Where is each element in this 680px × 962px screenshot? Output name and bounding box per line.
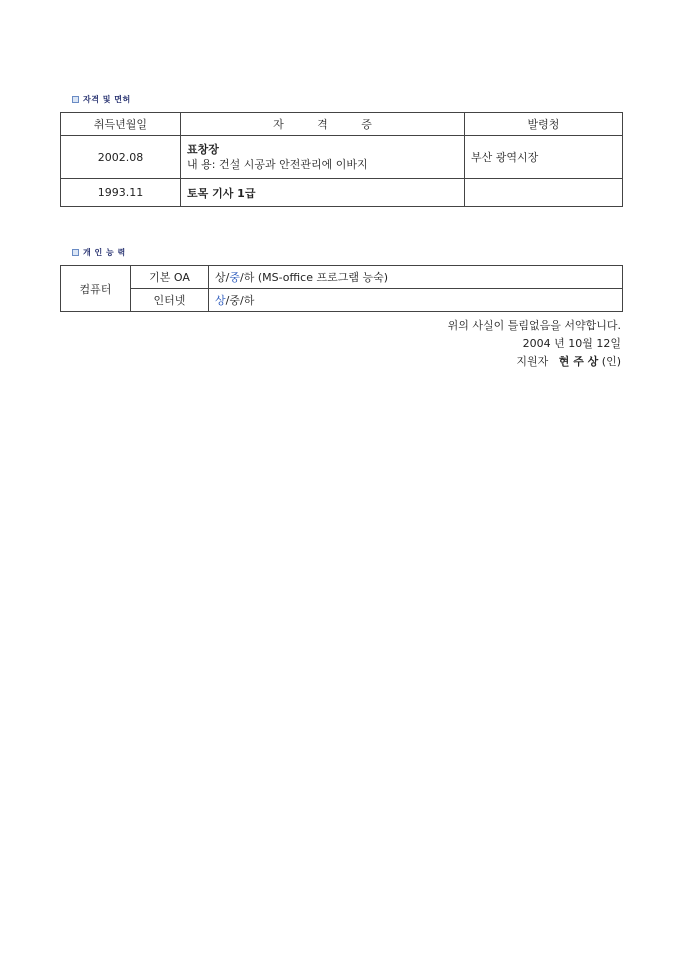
license-table bbox=[60, 112, 623, 207]
level-high-selected: 상 bbox=[215, 294, 226, 307]
header-date: 취득년월일 bbox=[61, 113, 181, 136]
license-issuer bbox=[465, 179, 623, 207]
license-section-title: 자격 및 면허 bbox=[72, 94, 131, 105]
header-issuer: 발령청 bbox=[465, 113, 623, 136]
skill-name: 인터넷 bbox=[131, 289, 209, 312]
license-cert-cell bbox=[181, 136, 465, 179]
skill-level: 상/중/하 (MS-office 프로그램 능숙) bbox=[209, 266, 623, 289]
license-date: 2002.08 bbox=[61, 136, 181, 179]
seal-mark: (인) bbox=[601, 355, 621, 368]
skill-level: 상/중/하 bbox=[209, 289, 623, 312]
table-row bbox=[61, 179, 623, 207]
header-certificate: 자 격 증 bbox=[181, 113, 465, 136]
skills-section-title: 개 인 능 력 bbox=[72, 247, 126, 258]
pledge-statement: 위의 사실이 틀림없음을 서약합니다. bbox=[447, 319, 621, 332]
applicant-label: 지원자 bbox=[516, 355, 549, 368]
skill-category: 컴퓨터 bbox=[61, 266, 131, 312]
level-mid-selected: 중 bbox=[229, 271, 240, 284]
skills-table bbox=[60, 265, 623, 312]
skill-name: 기본 OA bbox=[131, 266, 209, 289]
signature-block bbox=[448, 317, 621, 371]
level-high: 상 bbox=[215, 271, 226, 284]
license-issuer: 부산 광역시장 bbox=[465, 136, 623, 179]
table-row bbox=[61, 289, 623, 312]
license-date: 1993.11 bbox=[61, 179, 181, 207]
level-low: 하 bbox=[243, 294, 255, 307]
applicant-line bbox=[448, 353, 621, 371]
table-row bbox=[61, 266, 623, 289]
skill-note: (MS-office 프로그램 능숙) bbox=[254, 271, 389, 284]
square-bullet-icon bbox=[72, 249, 79, 256]
square-bullet-icon bbox=[72, 96, 79, 103]
license-header-row bbox=[61, 113, 623, 136]
table-row bbox=[61, 136, 623, 179]
level-low: 하 bbox=[243, 271, 255, 284]
license-title: 표창장 bbox=[187, 143, 219, 156]
license-title: 토목 기사 1급 bbox=[181, 179, 465, 207]
pledge-date: 2004 년 10월 12일 bbox=[522, 337, 621, 350]
level-mid: 중 bbox=[229, 294, 240, 307]
license-detail: 내 용: 건설 시공과 안전관리에 이바지 bbox=[187, 158, 368, 171]
applicant-name: 현 주 상 bbox=[558, 355, 599, 368]
